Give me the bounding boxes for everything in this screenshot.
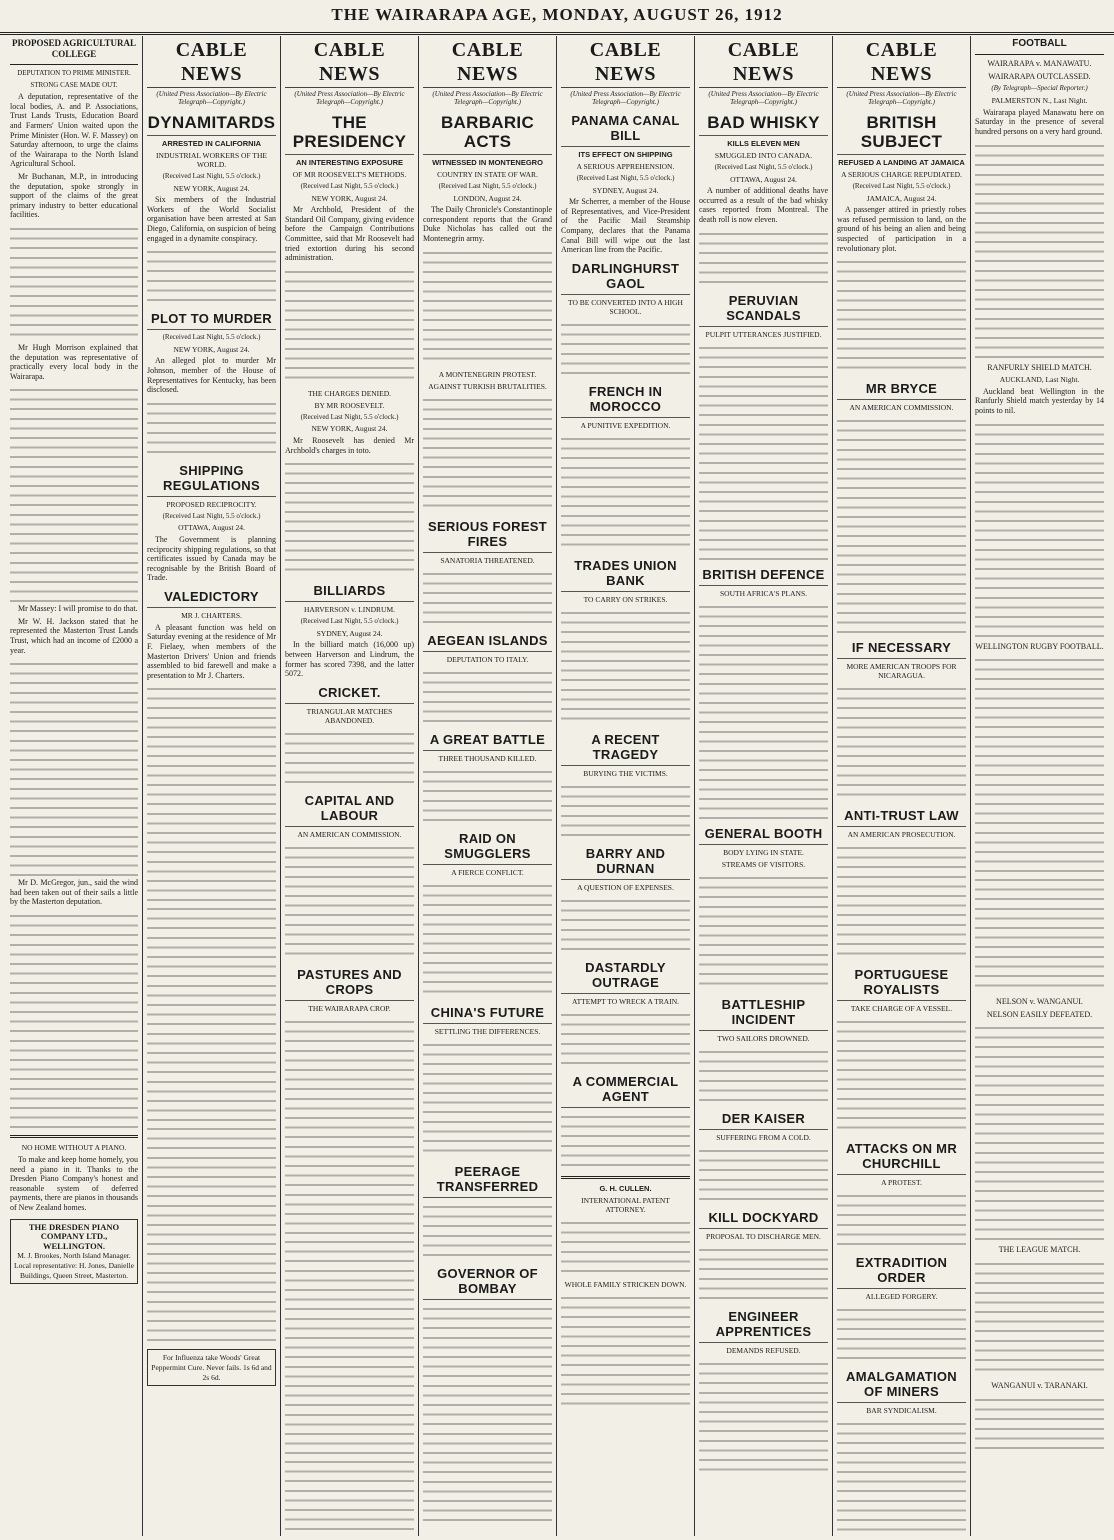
article-subhead: KILLS ELEVEN MEN [727,139,800,148]
received-line: (Received Last Night, 5.5 o'clock.) [162,333,261,342]
article-subhead: MORE AMERICAN TROOPS FOR NICARAGUA. [846,662,957,681]
article-subhead: ATTEMPT TO WRECK A TRAIN. [571,996,680,1006]
article-subhead: AN AMERICAN COMMISSION. [849,403,954,413]
article-headline: PROPOSED AGRICULTURAL COLLEGE [12,38,136,59]
article-headline: AEGEAN ISLANDS [423,630,552,652]
article-headline: SERIOUS FOREST FIRES [423,516,552,553]
cable-news-heading: CABLE NEWS [285,38,414,88]
dateline: AUCKLAND, Last Night. [999,375,1080,385]
article-headline: BRITISH SUBJECT [837,110,966,155]
match-heading: WAIRARAPA v. MANAWATU. [987,59,1092,68]
paragraph: Mr Hugh Morrison explained that the deputation was representative of practically every local body in the Wairarapa. [10,342,138,381]
advertisement [147,1349,276,1386]
article-subhead: SMUGGLED INTO CANADA. [714,151,813,160]
paragraph: Mr Scherrer, a member of the House of Representatives, and Vice-President of the Pacific Mail Steamship Company, declares that the Panama Canal Bill will wipe out the last American line from the Pacific. [561,197,690,255]
article-headline: CHINA'S FUTURE [423,1002,552,1024]
article-subhead: AN AMERICAN PROSECUTION. [847,830,956,840]
article-subhead: DEPUTATION TO ITALY. [446,654,529,664]
dateline: PALMERSTON N., Last Night. [991,96,1088,106]
column-4 [419,36,557,1536]
article-headline: PANAMA CANAL BILL [561,110,690,147]
article-headline: A RECENT TRAGEDY [561,729,690,766]
dateline: SYDNEY, August 24. [316,628,383,638]
match-heading: NELSON v. WANGANUI. [996,997,1083,1007]
article-headline: BRITISH DEFENCE [699,564,828,586]
article-headline: IF NECESSARY [837,637,966,659]
match-heading: THE LEAGUE MATCH. [998,1245,1081,1255]
column-6 [695,36,833,1536]
article-subhead: A PUNITIVE EXPEDITION. [580,420,671,430]
received-line: (Received Last Night, 5.5 o'clock.) [852,182,951,190]
column-3 [281,36,419,1536]
paragraph: Auckland beat Wellington in the Ranfurly Shield match yesterday by 14 points to nil. [975,386,1104,415]
cable-credit: (United Press Association—By Electric Telegraph—Copyright.) [708,90,819,106]
ad-text: To make and keep home homely, you need a piano in it. Thanks to the Dresden Piano Company's honest and reasonable system of deferred payments, there are pianos in thousands of New Zealand homes. [10,1155,138,1212]
match-subheading: WAIRARAPA OUTCLASSED. [988,71,1091,81]
article-headline: CRICKET. [285,682,414,704]
article-subhead: COUNTRY IN STATE OF WAR. [437,170,538,179]
article-headline: BARRY AND DURNAN [561,843,690,880]
article-headline: TRADES UNION BANK [561,555,690,592]
article-headline: BILLIARDS [285,580,414,602]
article-headline: ANTI-TRUST LAW [837,805,966,827]
received-line: (Received Last Night, 5.5 o'clock.) [438,182,537,190]
article-headline: DASTARDLY OUTRAGE [561,957,690,994]
received-line: (Received Last Night, 5.5 o'clock.) [162,172,261,180]
article-subhead: A SERIOUS APPREHENSION. [576,162,675,171]
column-2 [143,36,281,1536]
match-heading: WANGANUI v. TARANAKI. [991,1380,1088,1390]
article-headline: RAID ON SMUGGLERS [423,828,552,865]
cable-credit: (United Press Association—By Electric Telegraph—Copyright.) [432,90,543,106]
article-subhead: TO BE CONVERTED INTO A HIGH SCHOOL. [568,297,683,316]
report-credit: (By Telegraph—Special Reporter.) [991,84,1088,93]
article-subhead: SANATORIA THREATENED. [440,555,535,565]
article-subhead: STREAMS OF VISITORS. [721,859,806,869]
article-subhead: PROPOSAL TO DISCHARGE MEN. [706,1231,821,1241]
article-subhead: BURYING THE VICTIMS. [583,768,668,778]
article-subhead: STRONG CASE MADE OUT. [30,80,118,89]
article-subhead: BY MR ROOSEVELT. [314,400,385,410]
cable-news-heading: CABLE NEWS [699,38,828,88]
article-headline: BARBARIC ACTS [423,110,552,155]
dateline: NEW YORK, August 24. [311,424,388,434]
ad-subhead: WHOLE FAMILY STRICKEN DOWN. [564,1279,687,1289]
received-line: (Received Last Night, 5.5 o'clock.) [300,182,399,190]
article-headline: PASTURES AND CROPS [285,964,414,1001]
newspaper-page [6,36,1108,1536]
cable-news-heading: CABLE NEWS [837,38,966,88]
cable-credit: (United Press Association—By Electric Telegraph—Copyright.) [570,90,681,106]
article-subhead: TRIANGULAR MATCHES ABANDONED. [306,706,393,725]
article-subhead: A MONTENEGRIN PROTEST. [438,369,537,379]
article-headline: PERUVIAN SCANDALS [699,290,828,327]
article-subhead: WITNESSED IN MONTENEGRO [432,158,543,167]
article-headline: A GREAT BATTLE [423,729,552,751]
paragraph: A number of additional deaths have occurred as a result of the bad whisky cases reported from Montreal. The death roll is now eleven. [699,186,828,224]
article-subhead: INDUSTRIAL WORKERS OF THE WORLD. [156,151,267,169]
article-headline: DER KAISER [699,1108,828,1130]
article-headline: VALEDICTORY [147,586,276,608]
received-line: (Received Last Night, 5.5 o'clock.) [300,412,399,421]
cable-news-heading: CABLE NEWS [561,38,690,88]
article-subhead: BAR SYNDICALISM. [866,1406,937,1416]
article-headline: AMALGAMATION OF MINERS [837,1366,966,1403]
article-subhead: SUFFERING FROM A COLD. [716,1132,811,1142]
paragraph: Mr Roosevelt has denied Mr Archbold's charges in toto. [285,435,414,455]
article-subhead: DEMANDS REFUSED. [726,1345,801,1355]
article-headline: PORTUGUESE ROYALISTS [837,964,966,1001]
dateline: OTTAWA, August 24. [730,174,797,184]
dateline: JAMAICA, August 24. [866,193,937,203]
article-headline: GENERAL BOOTH [699,823,828,845]
article-subhead: THE CHARGES DENIED. [307,388,392,398]
dateline: NEW YORK, August 24. [311,193,388,203]
match-heading: WELLINGTON RUGBY FOOTBALL. [975,641,1104,651]
dateline: NEW YORK, August 24. [173,183,250,193]
article-headline: DYNAMITARDS [147,110,276,136]
advertisement [10,1219,138,1285]
cable-credit: (United Press Association—By Electric Telegraph—Copyright.) [294,90,405,106]
article-headline: BATTLESHIP INCIDENT [699,994,828,1031]
paragraph: Mr W. H. Jackson stated that he represented the Masterton Trust Lands Trust, which had an income of £2000 a year. [10,616,138,655]
article-headline: MR BRYCE [837,378,966,400]
ad-subtext: M. J. Brookes, North Island Manager. Local representative: H. Jones, Danielle Buildings, Queen Street, Masterton. [14,1251,134,1280]
article-subhead: ALLEGED FORGERY. [865,1292,938,1302]
article-subhead: OF MR ROOSEVELT'S METHODS. [292,170,407,179]
article-subhead: TO CARRY ON STRIKES. [583,594,668,604]
paragraph: A passenger attired in priestly robes was refused permission to land, on the ground of his being an alien and being suspected of participation in a revolutionary plot. [837,205,966,253]
article-headline: GOVERNOR OF BOMBAY [423,1263,552,1300]
article-headline: EXTRADITION ORDER [837,1252,966,1289]
article-subhead: THREE THOUSAND KILLED. [438,753,537,763]
article-subhead: AGAINST TURKISH BRUTALITIES. [428,381,547,391]
paragraph: Mr D. McGregor, jun., said the wind had been taken out of their sails a little by the Masterton deputation. [10,878,138,907]
cable-news-heading: CABLE NEWS [147,38,276,88]
article-subhead: BODY LYING IN STATE. [723,847,804,857]
article-subhead: THE WAIRARAPA CROP. [308,1003,391,1013]
received-line: (Received Last Night, 5.5 o'clock.) [576,174,675,182]
ad-title: THE DRESDEN PIANO COMPANY LTD., WELLINGTON. [28,1221,120,1251]
article-subhead: ARRESTED IN CALIFORNIA [161,139,262,148]
paragraph: The Government is planning reciprocity shipping regulations, so that certificates issued by Canada may be recognisable by the British Board of Trade. [147,534,276,583]
match-subheading: NELSON EASILY DEFEATED. [986,1009,1093,1019]
article-headline: PLOT TO MURDER [147,308,276,330]
article-headline: FRENCH IN MOROCCO [561,381,690,418]
article-subhead: ITS EFFECT ON SHIPPING [578,150,673,159]
article-headline: BAD WHISKY [699,110,828,136]
ad-headline: NO HOME WITHOUT A PIANO. [21,1143,127,1153]
article-subhead: A SERIOUS CHARGE REPUDIATED. [841,170,962,179]
received-line: (Received Last Night, 5.5 o'clock.) [300,617,399,626]
article-headline: A COMMERCIAL AGENT [561,1071,690,1108]
ad-subhead: INTERNATIONAL PATENT ATTORNEY. [581,1195,670,1214]
paragraph: In the billiard match (16,000 up) between Harverson and Lindrum, the former has scored 7398, and the latter 5072. [285,640,414,679]
paragraph: Mr Buchanan, M.P., in introducing the deputation, spoke strongly in support of the claims of the great primary industry to better educational facilities. [10,171,138,220]
paragraph: Mr Archbold, President of the Standard Oil Company, giving evidence before the Campaign Contributions Committee, said that Mr Roosevelt had tried extortion during his second administration. [285,205,414,263]
column-8 [971,36,1108,1536]
dateline: NEW YORK, August 24. [173,344,250,354]
article-headline: DARLINGHURST GAOL [561,258,690,295]
column-5 [557,36,695,1536]
cable-credit: (United Press Association—By Electric Telegraph—Copyright.) [846,90,957,106]
article-subhead: DEPUTATION TO PRIME MINISTER. [17,69,131,77]
paragraph: The Daily Chronicle's Constantinople correspondent reports that the Grand Duke Nicholas has called out the Montenegrin army. [423,205,552,243]
paragraph: Mr Massey: I will promise to do that. [18,604,138,614]
paragraph: Six members of the Industrial Workers of the World Socialist organisation have been arrested at San Diego, California, on suspicion of being engaged in a dynamite conspiracy. [147,195,276,243]
article-headline: ATTACKS ON MR CHURCHILL [837,1138,966,1175]
dateline: LONDON, August 24. [453,193,522,203]
received-line: (Received Last Night, 5.5 o'clock.) [714,163,813,171]
article-subhead: TAKE CHARGE OF A VESSEL. [850,1004,953,1014]
article-subhead: AN AMERICAN COMMISSION. [297,829,402,839]
article-subhead: SOUTH AFRICA'S PLANS. [720,588,807,598]
column-7 [833,36,971,1536]
article-headline: CAPITAL AND LABOUR [285,790,414,827]
section-heading: FOOTBALL [1012,38,1067,49]
article-subhead: A PROTEST. [881,1178,922,1188]
ad-headline: G. H. CULLEN. [599,1183,652,1193]
article-subhead: PROPOSED RECIPROCITY. [166,499,257,509]
article-headline: SHIPPING REGULATIONS [147,460,276,497]
masthead [0,0,1114,35]
masthead-title: THE WAIRARAPA AGE, MONDAY, AUGUST 26, 1912 [331,5,783,24]
column-1 [6,36,143,1536]
article-headline: THE PRESIDENCY [285,110,414,155]
article-subhead: HARVERSON v. LINDRUM. [304,605,395,615]
article-subhead: AN INTERESTING EXPOSURE [295,158,404,167]
article-headline: ENGINEER APPRENTICES [699,1306,828,1343]
match-heading: RANFURLY SHIELD MATCH. [987,362,1092,372]
article-subhead: PULPIT UTTERANCES JUSTIFIED. [705,329,822,339]
article-headline: PEERAGE TRANSFERRED [423,1161,552,1198]
ad-text: For Influenza take Woods' Great Peppermint Cure. Never fails. 1s 6d and 2s 6d. [151,1353,272,1382]
cable-news-heading: CABLE NEWS [423,38,552,88]
cable-credit: (United Press Association—By Electric Telegraph—Copyright.) [156,90,267,106]
dateline: SYDNEY, August 24. [592,185,659,195]
article-subhead: A FIERCE CONFLICT. [451,867,524,877]
article-subhead: SETTLING THE DIFFERENCES. [434,1026,541,1036]
article-subhead: TWO SAILORS DROWNED. [717,1033,810,1043]
article-headline: KILL DOCKYARD [699,1207,828,1229]
paragraph: A deputation, representative of the local bodies, A. and P. Associations, Trust Lands Trusts, Education Board and Farmers' Union waited upon the Prime Minister (Hon. W. F. Massey) on Saturday afternoon, to urge the claims of the Wairarapa to the North Island Agricultural School. [10,92,138,169]
paragraph: Wairarapa played Manawatu here on Saturday in the presence of several hundred persons on a very hard ground. [975,107,1104,136]
received-line: (Received Last Night, 5.5 o'clock.) [162,511,261,520]
paragraph: An alleged plot to murder Mr Johnson, member of the House of Representatives for Kentucky, has been disclosed. [147,356,276,395]
paragraph: A pleasant function was held on Saturday evening at the residence of Mr F. Fielaey, when members of the Masterton Drivers' Union and friends assembled to bid farewell and make a presentation to Mr J. Charters. [147,622,276,680]
dateline: OTTAWA, August 24. [178,523,245,533]
article-subhead: REFUSED A LANDING AT JAMAICA [838,158,965,167]
article-subhead: A QUESTION OF EXPENSES. [577,882,674,892]
article-subhead: MR J. CHARTERS. [181,610,242,620]
